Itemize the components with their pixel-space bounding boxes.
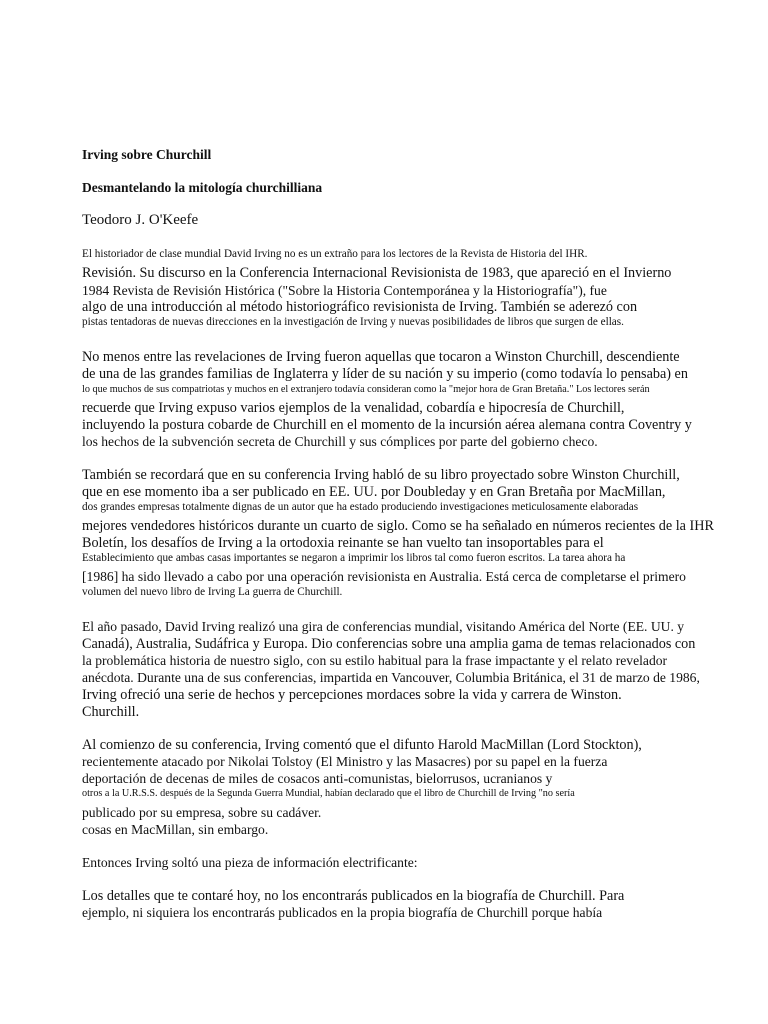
body-line: algo de una introducción al método historiográfico revisionista de Irving. También se aderezó con [82, 299, 638, 315]
body-line: recuerde que Irving expuso varios ejemplos de la venalidad, cobardía e hipocresía de Churchill, [82, 400, 625, 416]
document-title: Irving sobre Churchill [82, 147, 212, 162]
body-line: incluyendo la postura cobarde de Churchill en el momento de la incursión aérea alemana contra Coventry y [82, 417, 692, 433]
document-author: Teodoro J. O'Keefe [82, 212, 199, 228]
body-line: El año pasado, David Irving realizó una gira de conferencias mundial, visitando América del Norte (EE. UU. y [82, 619, 685, 634]
body-line: Boletín, los desafíos de Irving a la ortodoxia reinante se han vuelto tan insoportables para el [82, 535, 604, 551]
body-line: También se recordará que en su conferencia Irving habló de su libro proyectado sobre Winston Churchill, [82, 467, 680, 483]
body-line: de una de las grandes familias de Inglaterra y líder de su nación y su imperio (como todavía lo pensaba) en [82, 366, 688, 382]
body-line: recientemente atacado por Nikolai Tolstoy (El Ministro y las Masacres) por su papel en la fuerza [82, 754, 608, 769]
body-line: dos grandes empresas totalmente dignas de un autor que ha estado produciendo investigaciones meticulosamente elaboradas [82, 501, 639, 513]
document-subtitle: Desmantelando la mitología churchilliana [82, 180, 323, 195]
body-line: volumen del nuevo libro de Irving La guerra de Churchill. [82, 586, 343, 598]
body-line: Irving ofreció una serie de hechos y percepciones mordaces sobre la vida y carrera de Winston. [82, 687, 622, 703]
body-line: otros a la U.R.S.S. después de la Segunda Guerra Mundial, habían declarado que el libro de Churchill de Irving "no sería [82, 788, 575, 799]
body-line: No menos entre las revelaciones de Irving fueron aquellas que tocaron a Winston Churchill, descendiente [82, 349, 680, 365]
body-line: Los detalles que te contaré hoy, no los encontrarás publicados en la biografía de Churchill. Para [82, 888, 625, 904]
body-line: Establecimiento que ambas casas importantes se negaron a imprimir los libros tal como fueron escritos. La tarea ahora ha [82, 552, 626, 564]
body-line: Churchill. [82, 704, 140, 720]
body-line: Canadá), Australia, Sudáfrica y Europa. Dio conferencias sobre una amplia gama de temas relacionados con [82, 636, 696, 652]
body-line: mejores vendedores históricos durante un cuarto de siglo. Como se ha señalado en números recientes de la IHR [82, 518, 714, 534]
body-line: los hechos de la subvención secreta de Churchill y sus cómplices por parte del gobierno checo. [82, 434, 598, 449]
body-line: lo que muchos de sus compatriotas y muchos en el extranjero todavía consideran como la "mejor hora de Gran Bretaña." Los lectores serán [82, 384, 650, 395]
body-line: Al comienzo de su conferencia, Irving comentó que el difunto Harold MacMillan (Lord Stockton), [82, 737, 642, 753]
body-line: Entonces Irving soltó una pieza de información electrificante: [82, 855, 418, 870]
body-line: El historiador de clase mundial David Irving no es un extraño para los lectores de la Revista de Historia del IHR. [82, 248, 588, 260]
body-line: la problemática historia de nuestro siglo, con su estilo habitual para la frase impactante y el relato revelador [82, 653, 668, 668]
body-line: cosas en MacMillan, sin embargo. [82, 822, 269, 837]
body-line: publicado por su empresa, sobre su cadáver. [82, 805, 322, 820]
body-line: que en ese momento iba a ser publicado en EE. UU. por Doubleday y en Gran Bretaña por MacMillan, [82, 484, 666, 500]
body-line: Revisión. Su discurso en la Conferencia Internacional Revisionista de 1983, que apareció en el Invierno [82, 265, 672, 281]
body-line: pistas tentadoras de nuevas direcciones en la investigación de Irving y nuevas posibilidades de libros que surgen de ellas. [82, 316, 624, 328]
body-line: deportación de decenas de miles de cosacos anti-comunistas, bielorrusos, ucranianos y [82, 771, 553, 786]
body-line: 1984 Revista de Revisión Histórica ("Sobre la Historia Contemporánea y la Historiografía"), fue [82, 283, 607, 298]
body-line: [1986] ha sido llevado a cabo por una operación revisionista en Australia. Está cerca de completarse el primero [82, 569, 686, 584]
body-line: anécdota. Durante una de sus conferencias, impartida en Vancouver, Columbia Británica, el 31 de marzo de 1986, [82, 670, 700, 685]
body-line: ejemplo, ni siquiera los encontrarás publicados en la propia biografía de Churchill porque había [82, 905, 603, 920]
